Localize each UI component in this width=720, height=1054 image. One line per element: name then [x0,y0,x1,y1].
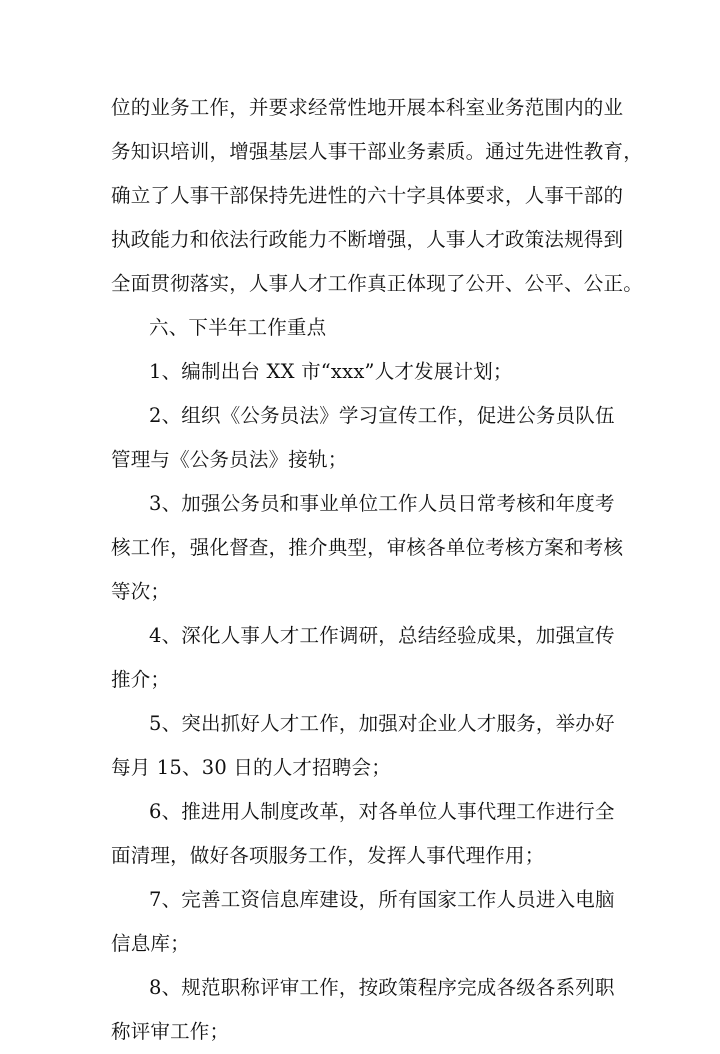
list-item-7-continued: 信息库； [111,932,190,955]
list-item-3-continued: 等次； [111,580,171,603]
list-item-4-continued: 推介； [111,668,171,691]
list-item-3-continued: 核工作，强化督查，推介典型，审核各单位考核方案和考核 [111,536,624,559]
list-item-1: 1、编制出台 XX 市“xxx”人才发展计划； [149,360,513,383]
body-text-line: 确立了人事干部保持先进性的六十字具体要求，人事干部的 [111,184,624,207]
list-item-2-continued: 管理与《公务员法》接轨； [111,448,348,471]
body-text-line: 执政能力和依法行政能力不断增强，人事人才政策法规得到 [111,228,624,251]
list-item-6: 6、推进用人制度改革，对各单位人事代理工作进行全 [149,800,615,823]
body-text-line: 务知识培训，增强基层人事干部业务素质。通过先进性教育， [111,140,643,163]
list-item-8-continued: 称评审工作； [111,1020,230,1043]
body-text-line: 全面贯彻落实，人事人才工作真正体现了公开、公平、公正。 [111,272,643,295]
list-item-8: 8、规范职称评审工作，按政策程序完成各级各系列职 [149,976,615,999]
list-item-6-continued: 面清理，做好各项服务工作，发挥人事代理作用； [111,844,545,867]
list-item-4: 4、深化人事人才工作调研，总结经验成果，加强宣传 [149,624,615,647]
list-item-5-continued: 每月 15、30 日的人才招聘会； [111,756,391,779]
section-heading: 六、下半年工作重点 [149,316,327,339]
document-body [111,86,643,1054]
list-item-3: 3、加强公务员和事业单位工作人员日常考核和年度考 [149,492,615,515]
list-item-2: 2、组织《公务员法》学习宣传工作，促进公务员队伍 [149,404,615,427]
list-item-5: 5、突出抓好人才工作，加强对企业人才服务，举办好 [149,712,615,735]
list-item-7: 7、完善工资信息库建设，所有国家工作人员进入电脑 [149,888,615,911]
body-text-line: 位的业务工作，并要求经常性地开展本科室业务范围内的业 [111,96,624,119]
